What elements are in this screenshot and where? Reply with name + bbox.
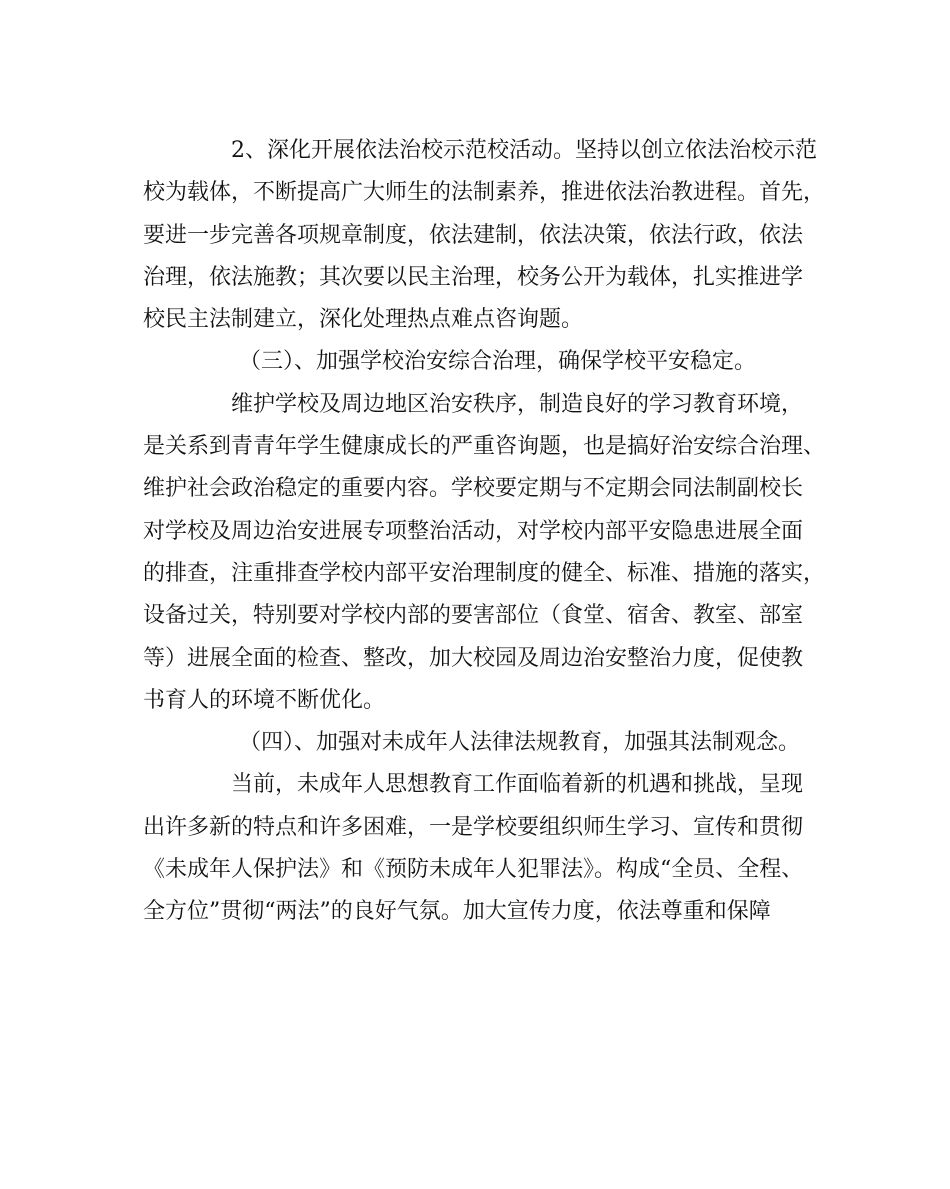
paragraph-line: 等）进展全面的检查、整改，加大校园及周边治安整治力度，促使教 <box>143 645 804 671</box>
paragraph-line: 校民主法制建立，深化处理热点难点咨询题。 <box>143 307 584 333</box>
paragraph-line: 校为载体，不断提高广大师生的法制素养，推进依法治教进程。首先， <box>143 180 826 206</box>
paragraph-line: 全方位”贯彻“两法”的良好气氛。加大宣传力度，依法尊重和保障 <box>143 899 771 925</box>
section-heading: （三）、加强学校治安综合治理，确保学校平安稳定。 <box>239 349 757 375</box>
paragraph-line: 维护学校及周边地区治安秩序，制造良好的学习教育环境， <box>231 391 804 417</box>
paragraph-line: 2、深化开展依法治校示范校活动。坚持以创立依法治校示范 <box>231 138 817 163</box>
paragraph-line: 《未成年人保护法》和《预防未成年人犯罪法》。构成“全员、全程、 <box>143 857 804 883</box>
paragraph-line: 维护社会政治稳定的重要内容。学校要定期与不定期会同法制副校长 <box>143 476 804 502</box>
paragraph-line: 要进一步完善各项规章制度，依法建制，依法决策，依法行政，依法 <box>143 222 804 248</box>
paragraph-line: 设备过关，特别要对学校内部的要害部位（食堂、宿舍、教室、部室 <box>143 603 804 629</box>
document-body <box>143 130 826 934</box>
paragraph-line: 出许多新的特点和许多困难，一是学校要组织师生学习、宣传和贯彻 <box>143 814 804 840</box>
paragraph-line: 书育人的环境不断优化。 <box>143 687 386 713</box>
paragraph-line: 当前，未成年人思想教育工作面临着新的机遇和挑战，呈现 <box>231 772 804 798</box>
paragraph-line: 的排查，注重排查学校内部平安治理制度的健全、标准、措施的落实， <box>143 560 826 586</box>
paragraph-line: 对学校及周边治安进展专项整治活动，对学校内部平安隐患进展全面 <box>143 518 804 544</box>
section-heading: （四）、加强对未成年人法律法规教育，加强其法制观念。 <box>239 730 801 756</box>
paragraph-line: 治理，依法施教；其次要以民主治理，校务公开为载体，扎实推进学 <box>143 264 804 290</box>
paragraph-line: 是关系到青青年学生健康成长的严重咨询题，也是搞好治安综合治理、 <box>143 434 826 460</box>
